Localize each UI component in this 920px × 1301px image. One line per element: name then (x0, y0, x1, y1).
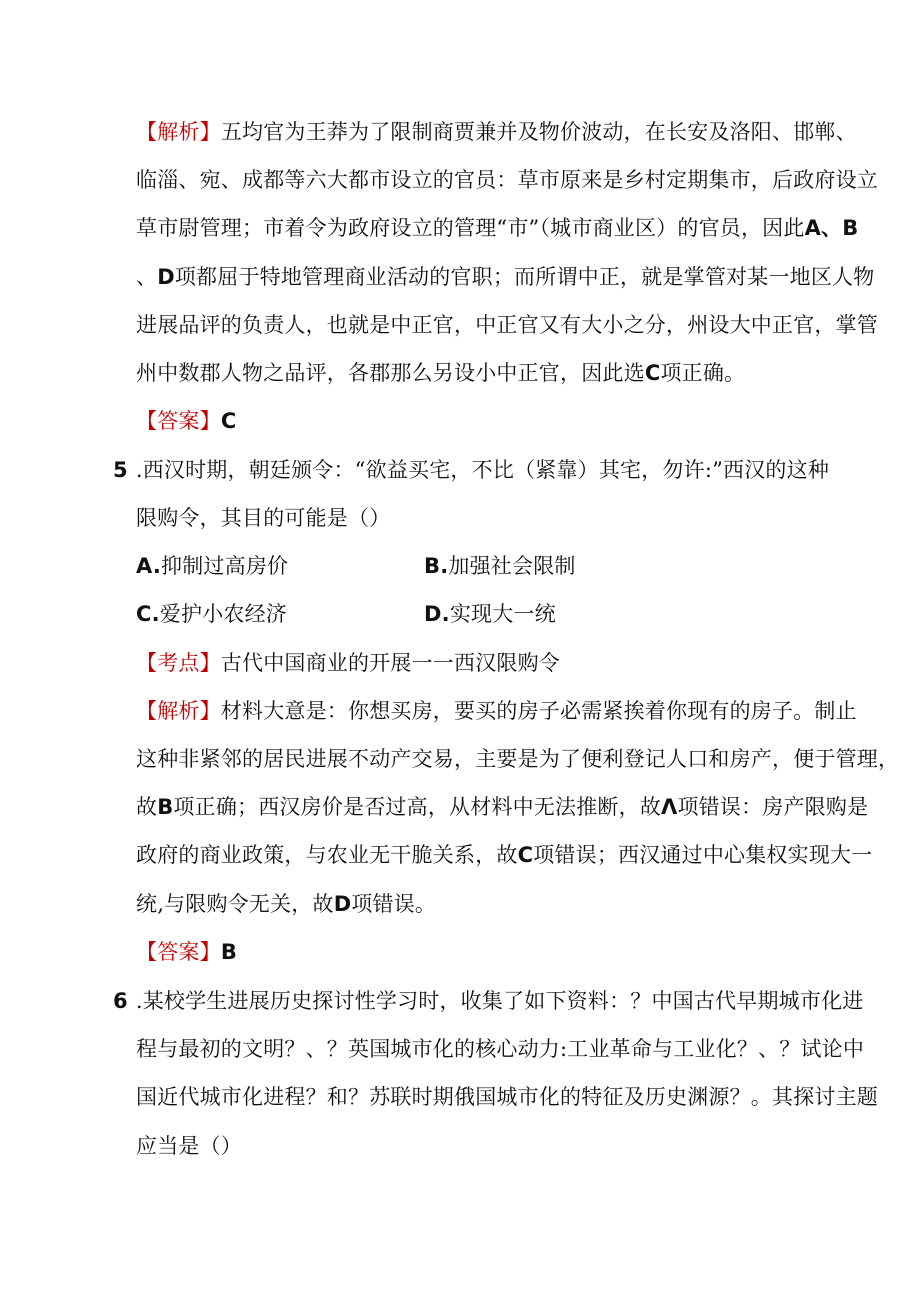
point-tag: 【考点】 (136, 651, 221, 675)
analysis-text: 材料大意是：你想买房，要买的房子必需紧挨着你现有的房子。制止 (220, 699, 857, 723)
q5-option-c (136, 599, 287, 629)
q4-analysis-line-3 (136, 213, 858, 243)
analysis-tag: 【解析】 (136, 699, 221, 723)
q5-analysis-line-5 (136, 889, 436, 919)
option-ref: C (644, 361, 661, 385)
q4-analysis-line-5 (136, 310, 878, 340)
q6-stem-line-3 (136, 1082, 878, 1112)
q4-answer (136, 406, 236, 436)
q4-analysis-line-4 (136, 262, 874, 292)
option-ref: B (157, 795, 174, 819)
analysis-text: 这种非紧邻的居民进展不动产交易，主要是为了便利登记人口和房产，便于管理， (136, 747, 900, 771)
option-ref: D (333, 892, 352, 916)
answer-tag: 【答案】 (136, 409, 221, 433)
analysis-text: 项错误。 (351, 892, 437, 916)
question-text: 国近代城市化进程？和？苏联时期俄国城市化的特征及历史渊源？。其探讨主题 (136, 1085, 878, 1109)
analysis-text: 州中数郡人物之品评，各郡那么另设小中正官，因此选 (136, 361, 645, 385)
q6-stem-line-2 (136, 1034, 864, 1064)
question-text: .西汉时期，朝廷颁令：“欲益买宅，不比（紧靠）其宅，勿许:”西汉的这种 (135, 458, 830, 482)
q5-option-b (424, 551, 576, 581)
analysis-text: 项错误；西汉通过中心集权实现大一 (533, 843, 873, 867)
option-ref: D (157, 265, 175, 289)
option-ref: C (517, 843, 534, 867)
q5-analysis-line-3 (136, 792, 868, 822)
q5-stem-line-1 (113, 455, 829, 485)
q5-option-a (136, 551, 288, 581)
option-letter: B. (424, 554, 449, 578)
q5-analysis-line-4 (136, 840, 872, 870)
question-text: .某校学生进展历史探讨性学习时，收集了如下资料：？中国古代早期城市化进 (135, 989, 864, 1013)
question-number: 6 (113, 989, 128, 1013)
option-letter: A. (136, 554, 162, 578)
option-letter: C. (136, 602, 160, 626)
question-number: 5 (113, 458, 128, 482)
option-text: 加强社会限制 (448, 554, 576, 578)
option-ref: A、B (804, 216, 859, 240)
analysis-text: 项正确；西汉房价是否过高，从材料中无法推断，故 (173, 795, 662, 819)
analysis-text: 故 (136, 795, 158, 819)
analysis-text: 进展品评的负责人，也就是中正官，中正官又有大小之分，州设大中正官，掌管 (136, 313, 878, 337)
question-text: 限购令，其目的可能是（） (136, 506, 391, 530)
analysis-text: 政府的商业政策，与农业无干脆关系，故 (136, 843, 518, 867)
option-text: 爱护小农经济 (159, 602, 287, 626)
q6-stem-line-1 (113, 986, 864, 1016)
q6-stem-line-4 (136, 1131, 242, 1161)
analysis-text: 统,与限购令无关，故 (136, 892, 334, 916)
analysis-text: 项错误：房产限购是 (677, 795, 869, 819)
q5-analysis-line-2 (136, 744, 899, 774)
q4-analysis-line-6 (136, 358, 745, 388)
q4-analysis-line-1 (136, 117, 857, 147)
analysis-text: 、 (136, 265, 158, 289)
analysis-text: 项正确。 (660, 361, 746, 385)
analysis-text: 五均官为王莽为了限制商贾兼并及物价波动，在长安及洛阳、邯郸、 (220, 120, 857, 144)
analysis-tag: 【解析】 (136, 120, 221, 144)
analysis-text: 项都屈于特地管理商业活动的官职；而所谓中正，就是掌管对某一地区人物 (174, 265, 875, 289)
q5-option-d (424, 599, 556, 629)
answer-tag: 【答案】 (136, 940, 221, 964)
option-letter: D. (424, 602, 450, 626)
q5-stem-line-2 (136, 503, 390, 533)
option-text: 实现大一统 (449, 602, 556, 626)
question-text: 应当是（） (136, 1134, 242, 1158)
answer-value: C (220, 409, 237, 433)
q5-point (136, 648, 560, 678)
option-text: 抑制过高房价 (161, 554, 289, 578)
question-text: 程与最初的文明？、？英国城市化的核心动力:工业革命与工业化？、？试论中 (136, 1037, 865, 1061)
q5-answer (136, 937, 237, 967)
analysis-text: 临淄、宛、成都等六大都市设立的官员：草市原来是乡村定期集市，后政府设立 (136, 168, 878, 192)
q5-analysis-line-1 (136, 696, 857, 726)
answer-value: B (220, 940, 238, 964)
analysis-text: 草市尉管理；市着令为政府设立的管理“市”（城市商业区）的官员，因此 (136, 216, 805, 240)
q4-analysis-line-2 (136, 165, 878, 195)
option-ref: Λ (661, 795, 678, 819)
point-text: 古代中国商业的开展一一西汉限购令 (220, 651, 561, 675)
